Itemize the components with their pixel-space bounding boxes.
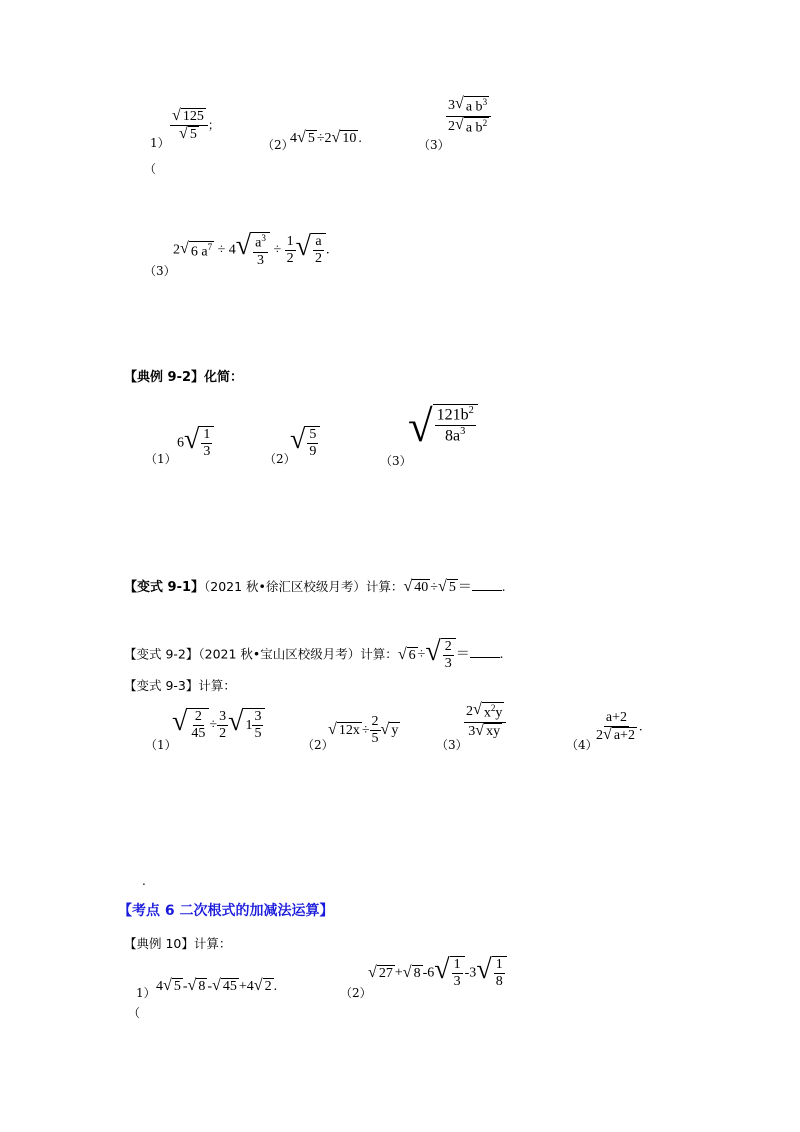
variant-9-2-heading: 【变式 9-2】 bbox=[124, 646, 199, 662]
problem-1-expression: √ 125 √ 5 ； bbox=[172, 107, 220, 143]
e10-i2-f1-den: 3 bbox=[453, 974, 461, 990]
v93-i1-whole: 1 bbox=[245, 717, 253, 733]
pf-exponent: 7 bbox=[207, 241, 213, 252]
e92-i2-num: 5 bbox=[307, 427, 318, 444]
e92-i2-den: 9 bbox=[309, 444, 317, 460]
e92-item-3-label: （3） bbox=[380, 454, 412, 468]
problem-3-expression: 3 √ a $b^3$ 2 √ a $b^2$ bbox=[446, 96, 491, 137]
p1-numerator: 125 bbox=[182, 109, 204, 124]
problem-2-expression: 4 √ 5 ÷2 √ 10 . bbox=[290, 129, 362, 146]
example-9-2-heading: 【典例 9-2】化简： bbox=[124, 370, 244, 385]
p2-operator: ÷2 bbox=[316, 130, 332, 146]
pf-frac3-num: a bbox=[313, 234, 323, 251]
v93-item-1-expression: √ $\frac{2}{45}$ ÷ $\frac{3}{2}$ √ 1 $\frac{3}{5}$ bbox=[172, 708, 265, 742]
e92-item-2-label: （2） bbox=[264, 452, 296, 466]
v93-i3-den-rad: xy bbox=[486, 723, 501, 739]
v93-i2-fden: 5 bbox=[371, 731, 379, 747]
pf-operator-2: ÷ bbox=[273, 242, 282, 258]
v93-item-2-expression: √ 12x ÷ $\frac{2}{5}$ √ y bbox=[328, 714, 399, 747]
e92-i1-coef: 6 bbox=[177, 435, 184, 451]
v93-i3-num-rad: x bbox=[483, 705, 491, 721]
v93-i1-fnum: 3 bbox=[217, 709, 228, 726]
p3-num-exponent: 3 bbox=[482, 97, 488, 107]
e10-i1-tail: . bbox=[273, 978, 278, 994]
pf-tail: . bbox=[326, 242, 330, 258]
v93-i3-den-coef: 3 bbox=[468, 723, 476, 739]
v91-answer-blank[interactable] bbox=[472, 579, 502, 591]
e92-item-3-expression: √ $\frac{121b^2}{8a^3}$ bbox=[408, 404, 478, 449]
e10-i1-rad2: 8 bbox=[198, 979, 206, 994]
open-paren: （ bbox=[144, 162, 157, 176]
v93-i3-num-exp: 2 bbox=[490, 703, 496, 713]
pf-frac2-den: 2 bbox=[286, 250, 294, 266]
v93-item-4-label: （4） bbox=[566, 738, 598, 752]
e92-i3-den: 8a bbox=[445, 427, 461, 445]
e92-item-1-expression: 6 √ $\frac{1}{3}$ bbox=[177, 426, 214, 460]
v93-item-3-expression: 2 √ $x^2y$ 3 √ xy bbox=[464, 702, 506, 740]
v92-tail: . bbox=[499, 647, 504, 663]
v91-operator: ÷ bbox=[430, 580, 438, 595]
p3-den-radicand: a b bbox=[465, 120, 483, 136]
v93-i4-den-coef: 2 bbox=[596, 727, 603, 743]
v93-i4-num: a+2 bbox=[604, 710, 629, 727]
e10-open-paren: （ bbox=[128, 1006, 141, 1020]
p1-tail: ； bbox=[207, 117, 220, 132]
e10-item-2-expression: √ 27 + √ 8 -6 √ $\frac{1}{3}$ -3 √ $\frac{1}{8}$ bbox=[368, 956, 507, 990]
variant-9-3-heading: 【变式 9-3】计算： bbox=[124, 678, 236, 693]
v93-i1-mden: 5 bbox=[254, 726, 262, 742]
pf-frac1-den: 3 bbox=[257, 252, 265, 268]
e10-item-1-expression: 4 √ 5 - √ 8 - √ 45 +4 √ 2 . bbox=[156, 977, 278, 994]
v92-den: 3 bbox=[444, 656, 452, 672]
pf-radicand: 6 a bbox=[190, 244, 208, 260]
v93-item-1-label: （1） bbox=[145, 738, 177, 752]
variant-9-1-source: （2021 秋•徐汇区校级月考）计算： bbox=[204, 579, 404, 594]
e10-i2-op2: -6 bbox=[422, 965, 435, 981]
problem-3-label: （3） bbox=[418, 138, 450, 152]
e92-item-2-expression: √ $\frac{5}{9}$ bbox=[290, 426, 320, 460]
problem-2-label: （2） bbox=[262, 138, 294, 152]
pf-frac3-den: 2 bbox=[315, 251, 322, 267]
pf-operator-1: ÷ 4 bbox=[217, 242, 236, 258]
section-6-heading: 【考点 6 二次根式的加减法运算】 bbox=[118, 903, 334, 919]
pf-frac2-num: 1 bbox=[285, 234, 296, 251]
e10-i1-rad1: 5 bbox=[173, 979, 181, 994]
e10-item-2-label: （2） bbox=[340, 986, 372, 1000]
p2-coef: 4 bbox=[290, 130, 297, 146]
v93-i3-num-rad-tail: y bbox=[495, 705, 503, 721]
v93-i1-num: 2 bbox=[193, 709, 204, 726]
v91-radicand-2: 5 bbox=[448, 580, 456, 596]
problem-1-label: 1） bbox=[150, 136, 170, 150]
v92-num: 2 bbox=[443, 639, 454, 656]
e10-i2-f2-num: 1 bbox=[494, 957, 505, 974]
v93-i2-fnum: 2 bbox=[370, 714, 381, 731]
v93-i1-mnum: 3 bbox=[252, 709, 263, 726]
e92-i3-num: 121b bbox=[436, 406, 469, 424]
v91-radicand-1: 40 bbox=[414, 580, 429, 596]
e92-item-1-label: （1） bbox=[145, 452, 177, 466]
stray-dot: . bbox=[142, 874, 146, 888]
variant-9-2-line: 【变式 9-2】（2021 秋•宝山区校级月考）计算： √ 6 ÷ √ $\frac{2}{3}$ ＝ . bbox=[124, 636, 504, 672]
v93-i1-fden: 2 bbox=[219, 725, 227, 741]
problem-four-expression: 2 √ 6 $a^7$ ÷ 4 √ $\frac{a^3}{3}$ ÷ $\frac{1}{2}$ √ $\frac{a}{2}$ . bbox=[173, 230, 330, 268]
e10-i1-op3: +4 bbox=[238, 978, 254, 994]
e10-i1-rad3: 45 bbox=[222, 979, 237, 994]
v93-i4-den-rad: a+2 bbox=[613, 728, 635, 744]
e10-i2-rad1: 27 bbox=[378, 965, 393, 981]
v93-item-3-label: （3） bbox=[436, 738, 468, 752]
e10-i2-f1-num: 1 bbox=[452, 957, 463, 974]
v93-i1-den: 45 bbox=[191, 726, 206, 742]
e10-i1-op2: - bbox=[207, 978, 213, 994]
problem-four-label: （3） bbox=[144, 264, 176, 278]
e10-i2-rad2: 8 bbox=[413, 965, 421, 981]
e92-i3-num-exp: 2 bbox=[468, 405, 474, 416]
e92-i1-num: 1 bbox=[201, 427, 212, 444]
e10-i1-rad4: 2 bbox=[264, 979, 272, 994]
variant-9-1-heading: 【变式 9-1】 bbox=[124, 580, 205, 595]
variant-9-2-source: （2021 秋•宝山区校级月考）计算： bbox=[198, 646, 398, 662]
p2-radicand-2: 10 bbox=[342, 131, 357, 146]
v92-operator: ÷ bbox=[417, 647, 426, 663]
e92-i1-den: 3 bbox=[203, 444, 211, 460]
e10-i2-op3: -3 bbox=[464, 965, 477, 981]
p3-den-exponent: 2 bbox=[482, 117, 488, 128]
v93-i2-radicand: 12x bbox=[338, 723, 360, 739]
e10-i2-op1: + bbox=[394, 965, 403, 981]
p2-radicand-1: 5 bbox=[307, 131, 315, 146]
v92-radicand: 6 bbox=[408, 647, 416, 663]
e10-i1-op1: - bbox=[182, 978, 188, 994]
v93-item-4-expression: a+2 2 √ a+2 . bbox=[596, 710, 643, 744]
e92-i3-den-exp: 3 bbox=[460, 425, 466, 437]
v93-i3-num-coef: 2 bbox=[466, 704, 473, 720]
variant-9-1-line: 【变式 9-1】（2021 秋•徐汇区校级月考）计算： √ 40 ÷ √ 5 ＝ . bbox=[124, 578, 506, 596]
p3-num-radicand: a b bbox=[465, 99, 483, 115]
v93-i2-radicand-2: y bbox=[391, 723, 399, 739]
pf-frac1-exp: 3 bbox=[261, 233, 266, 243]
v93-item-2-label: （2） bbox=[302, 738, 334, 752]
v93-i4-tail: . bbox=[638, 719, 643, 735]
v92-equals: ＝ bbox=[455, 647, 470, 663]
v93-i1-operator: ÷ bbox=[209, 717, 218, 733]
pf-coef: 2 bbox=[173, 242, 180, 258]
p3-num-coef: 3 bbox=[448, 98, 455, 114]
e10-i2-f2-den: 8 bbox=[495, 974, 503, 990]
v92-answer-blank[interactable] bbox=[470, 646, 500, 658]
p1-denominator: 5 bbox=[189, 127, 197, 143]
e10-i1-coef: 4 bbox=[156, 978, 163, 994]
p2-tail: . bbox=[358, 130, 362, 146]
v91-tail: . bbox=[501, 580, 506, 595]
v91-equals: ＝ bbox=[457, 580, 472, 595]
p3-den-coef: 2 bbox=[448, 118, 455, 134]
example-10-heading: 【典例 10】计算： bbox=[124, 936, 232, 951]
pf-frac1-num: a bbox=[255, 235, 262, 251]
e10-item-1-label: 1） bbox=[136, 986, 156, 1000]
v93-i2-operator: ÷ bbox=[361, 722, 370, 738]
